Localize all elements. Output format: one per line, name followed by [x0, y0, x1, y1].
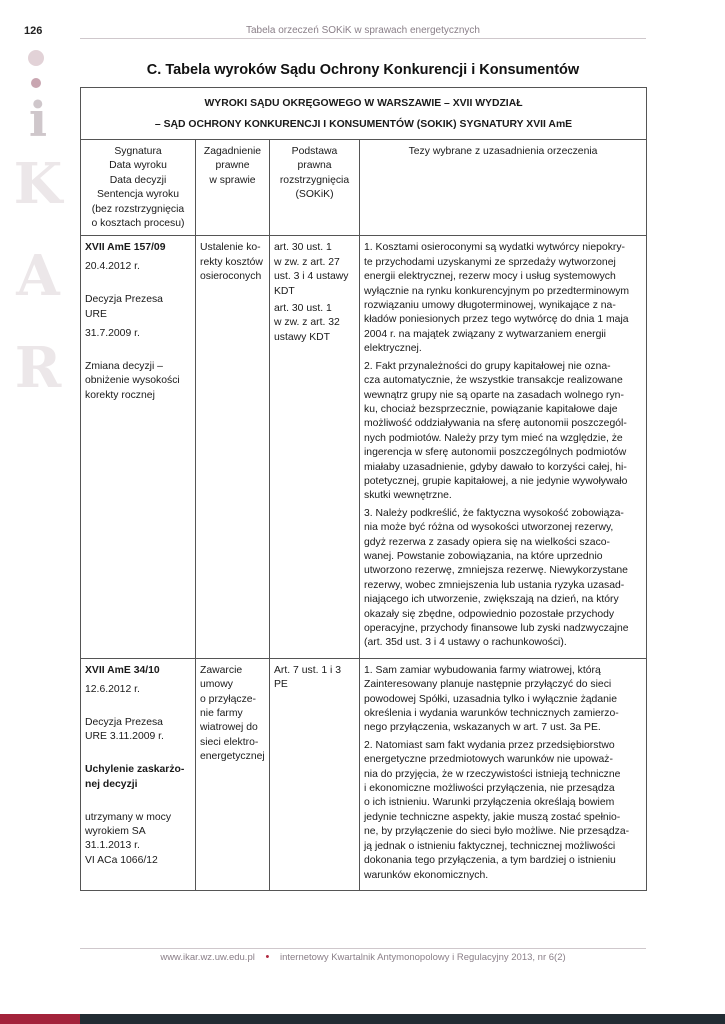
thesis-line: kładów poniesionych przez tego wytwórcę do dnia 1 maja	[364, 314, 629, 326]
header-line: Sygnatura	[114, 146, 162, 157]
issue-line: Ustalenie ko-	[200, 242, 261, 254]
basis-line: KDT	[274, 285, 295, 297]
sentence-line: obniżenie wysokości	[85, 375, 180, 387]
thesis-line: elektrycznej.	[364, 343, 422, 355]
column-header-theses	[360, 140, 647, 236]
logo-letter-a: A	[16, 243, 60, 309]
thesis-line: 2. Fakt przynależności do grupy kapitałowej nie ozna-	[364, 360, 611, 372]
sentence-line: Uchylenie zaskarżo-	[85, 764, 185, 776]
thesis-line: 1. Sam zamiar wybudowania farmy wiatrowej, którą	[364, 664, 601, 676]
thesis-line: (art. 35d ust. 3 i 4 ustawy o rachunkowości).	[364, 637, 567, 649]
logo-letter-k: K	[13, 151, 63, 217]
thesis-line: te przychodami uzyskanymi ze sprzedaży wytworzonej	[364, 256, 616, 268]
issue-line: wiatrowej do	[200, 722, 258, 734]
thesis-line: określenia i wydania warunków technicznych zamierzo-	[364, 708, 619, 720]
thesis-line: powodowej Spółki, uzasadnia tylko i wyłącznie żądanie	[364, 693, 617, 705]
issue-line: Zawarcie	[200, 664, 243, 676]
issue-line: umowy	[200, 679, 233, 691]
footer-rule	[80, 948, 646, 949]
decision-line: URE 3.11.2009 r.	[85, 731, 164, 743]
basis-line: ust. 3 i 4 ustawy	[274, 271, 349, 283]
thesis-line: gdyż rezerwa z zasady opiera się na wielkości szaco-	[364, 536, 611, 548]
sentence-line: nej decyzji	[85, 778, 138, 790]
basis-line: ustawy KDT	[274, 331, 331, 343]
judgment-date: 20.4.2012 r.	[85, 261, 140, 273]
upheld-line: VI ACa 1066/12	[85, 854, 158, 866]
header-line: prawna	[297, 160, 332, 172]
case-signature: XVII AmE 34/10	[85, 664, 160, 676]
thesis-paragraph	[364, 739, 642, 883]
thesis-line: ją jednak o istnieniu faktycznej, technicznej możliwości	[364, 840, 616, 852]
sentence-line: Zmiana decyzji –	[85, 360, 163, 372]
court-header-line: WYROKI SĄDU OKRĘGOWEGO W WARSZAWIE – XVII WYDZIAŁ	[204, 98, 523, 109]
header-line: rozstrzygnięcia	[279, 174, 350, 186]
issue-line: rekty kosztów	[200, 256, 263, 268]
upheld-line: 31.1.2013 r.	[85, 840, 140, 852]
basis-cell	[270, 236, 360, 658]
header-line: o kosztach procesu)	[91, 218, 185, 230]
thesis-line: i ekonomiczne możliwości przyłączenia, nie przesądza	[364, 783, 615, 795]
header-line: Data decyzji	[109, 174, 167, 186]
theses-cell	[360, 658, 647, 890]
logo-letter-i: i	[28, 92, 48, 148]
header-line: Podstawa	[291, 146, 338, 157]
page-number: 126	[24, 25, 43, 37]
header-line: w sprawie	[209, 174, 256, 186]
upheld-line: utrzymany w mocy	[85, 811, 172, 823]
thesis-line: nego przyłączenia, wskazanych w art. 7 ust. 3a PE.	[364, 722, 601, 734]
rulings-table	[80, 87, 647, 891]
column-header-row	[81, 140, 647, 236]
sentence-line: korekty rocznej	[85, 389, 155, 401]
basis-line: PE	[274, 679, 288, 691]
thesis-line: wewnątrz grupy nie są oparte na zasadach wolnego ryn-	[364, 389, 624, 401]
thesis-line: 2. Natomiast sam fakt wydania przez przedsiębiorstwo	[364, 739, 615, 751]
thesis-line: cza automatycznie, że wszystkie transakcje realizowane	[364, 375, 623, 387]
basis-line: Art. 7 ust. 1 i 3	[274, 664, 341, 676]
basis-paragraph	[274, 241, 355, 299]
thesis-line: ingerencja w sferę autonomii poszczególnych podmiotów	[364, 447, 627, 459]
issue-cell	[196, 658, 270, 890]
header-line: Zagadnienie	[203, 146, 262, 157]
thesis-line: dokonania tego przyłączenia, a tym bardziej o istnieniu	[364, 855, 616, 867]
thesis-line: wanej. Powstanie zobowiązania, na które uprzednio	[364, 550, 603, 562]
thesis-paragraph	[364, 241, 642, 356]
thesis-line: jedynie techniczne aspekty, jakie muszą zostać spełnio-	[364, 811, 621, 823]
theses-cell	[360, 236, 647, 658]
thesis-paragraph	[364, 507, 642, 651]
basis-line: art. 30 ust. 1	[274, 242, 332, 254]
thesis-line: niającego ich utworzenie, zwiększają na dzień, na który	[364, 594, 619, 606]
thesis-line: nych podmiotów. Należy przy tym mieć na względzie, że	[364, 432, 623, 444]
header-line: Data wyroku	[109, 160, 167, 172]
running-title: Tabela orzeczeń SOKiK w sprawach energetycznych	[245, 25, 480, 36]
logo-dot-large	[28, 50, 44, 66]
thesis-line: rezerwy, wobec zmniejszenia lub ustania ryzyka uzasad-	[364, 579, 625, 591]
table-row	[81, 236, 647, 658]
thesis-line: o ich istnieniu. Warunki przyłączenia określają bowiem	[364, 797, 615, 809]
thesis-line: Zainteresowany planuje następnie przyłączyć do sieci	[364, 679, 612, 691]
basis-line: w zw. z art. 27	[274, 256, 340, 268]
header-line: prawne	[215, 160, 250, 172]
thesis-line: skutki wewnętrzne.	[364, 490, 452, 502]
issue-line: nie farmy	[200, 708, 243, 720]
issue-line: sieci elektro-	[200, 736, 259, 748]
header-line: Tezy wybrane z uzasadnienia orzeczenia	[408, 146, 598, 157]
footer	[80, 951, 646, 963]
decision-line: URE	[85, 308, 107, 320]
table-row	[81, 658, 647, 890]
thesis-line: 1. Kosztami osieroconymi są wydatki wytwórcy niepokry-	[364, 242, 626, 254]
thesis-line: energii elektrycznej, rezerw mocy i usług systemowych	[364, 271, 616, 283]
thesis-line: nia do przyjęcia, że w rzeczywistości istnieją techniczne	[364, 768, 621, 780]
basis-paragraph	[274, 302, 355, 345]
basis-paragraph	[274, 664, 355, 693]
column-header-basis	[270, 140, 360, 236]
logo-dot-small	[31, 78, 41, 88]
thesis-line: operacyjne, przychody finansowe lub zyski nadzwyczajne	[364, 623, 629, 634]
thesis-line: energetyczne przedmiotowych warunków nie upoważ-	[364, 754, 613, 766]
footer-url[interactable]: www.ikar.wz.uw.edu.pl	[160, 952, 255, 963]
court-header	[81, 88, 647, 140]
decision-line: Decyzja Prezesa	[85, 716, 163, 728]
issue-line: osieroconych	[200, 271, 262, 283]
decision-line: Decyzja Prezesa	[85, 294, 163, 306]
bottom-bar-accent	[0, 1014, 80, 1024]
footer-bullet-icon: •	[265, 951, 270, 963]
section-title: C. Tabela wyroków Sądu Ochrony Konkurencji i Konsumentów	[146, 62, 580, 78]
thesis-line: 3. Należy podkreślić, że faktyczna wysokość zobowiąza-	[364, 507, 624, 519]
thesis-line: potetycznej, grupie kapitałowej, a nie jedynie wywoływało	[364, 475, 628, 487]
thesis-paragraph	[364, 360, 642, 504]
header-line: (bez rozstrzygnięcia	[91, 203, 185, 215]
thesis-line: możliwość oddziaływania na sferę autonomii poszczegól-	[364, 418, 627, 430]
thesis-line: okazały się zbędne, odpowiednio pozostałe przychody	[364, 608, 615, 620]
thesis-line: miałaby uzasadnienie, gdyby dawało to korzyści całej, hi-	[364, 461, 627, 473]
thesis-line: warunków ekonomicznych.	[364, 869, 489, 881]
column-header-issue	[196, 140, 270, 236]
issue-cell	[196, 236, 270, 658]
thesis-line: nia może być różna od wysokości utworzonej rezerwy,	[364, 522, 614, 534]
decision-date: 31.7.2009 r.	[85, 327, 140, 339]
thesis-line: 2004 r. na majątek związany z wytwarzaniem energii	[364, 328, 606, 340]
logo-letter-r: R	[14, 335, 62, 401]
column-header-signature	[81, 140, 196, 236]
upheld-line: wyrokiem SA	[85, 826, 146, 838]
basis-cell	[270, 658, 360, 890]
court-header-line: – SĄD OCHRONY KONKURENCJI I KONSUMENTÓW (SOKIK) SYGNATURY XVII AmE	[154, 119, 573, 130]
bottom-bar	[80, 1014, 725, 1024]
issue-line: o przyłącze-	[200, 693, 257, 705]
thesis-line: utworzono rezerwę, zmniejsza rezerwę. Niewykorzystane	[364, 565, 628, 577]
thesis-line: ne, by przyłączenie do sieci było możliwe. Nie przesądza-	[364, 826, 630, 838]
thesis-line: wyłącznie na rynku konkurencyjnym po przedterminowym	[364, 285, 630, 297]
header-line: Sentencja wyroku	[96, 189, 179, 201]
judgment-date: 12.6.2012 r.	[85, 683, 140, 695]
basis-line: art. 30 ust. 1	[274, 303, 332, 315]
thesis-line: ku, chociaż bezsprzecznie, powiązanie kapitałowe daje	[364, 403, 618, 415]
thesis-paragraph	[364, 664, 642, 736]
signature-cell	[81, 658, 196, 890]
issue-line: energetycznej	[200, 751, 265, 763]
basis-line: w zw. z art. 32	[274, 317, 340, 329]
footer-journal: internetowy Kwartalnik Antymonopolowy i Regulacyjny 2013, nr 6(2)	[279, 952, 566, 963]
header-rule	[80, 38, 646, 39]
header-line: (SOKiK)	[295, 189, 334, 201]
thesis-line: rozwiązaniu umowy długoterminowej, wynikające z na-	[364, 300, 616, 312]
case-signature: XVII AmE 157/09	[85, 242, 166, 254]
signature-cell	[81, 236, 196, 658]
